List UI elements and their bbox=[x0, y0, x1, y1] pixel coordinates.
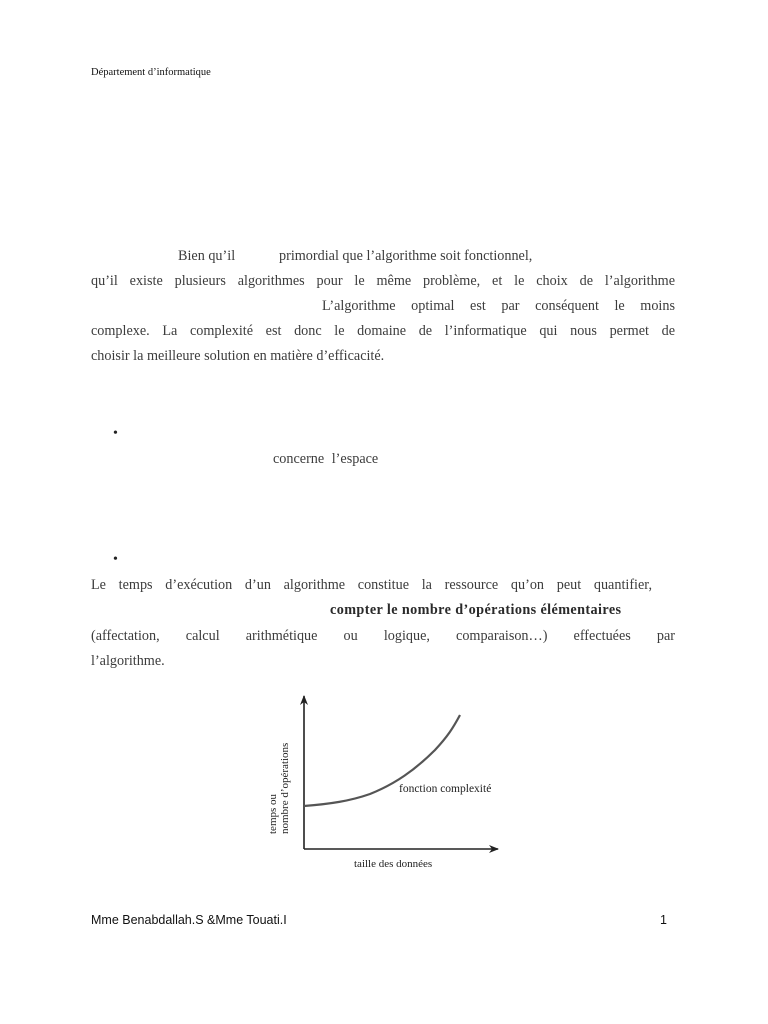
paragraph1-line1-end: primordial que l’algorithme soit fonctionnel, bbox=[279, 248, 533, 264]
footer-authors: Mme Benabdallah.S &Mme Touati.I bbox=[91, 913, 287, 927]
time-section-line4: l’algorithme. bbox=[91, 653, 165, 669]
paragraph1-line4: complexe. La complexité est donc le domaine de l’informatique qui nous permet de bbox=[91, 323, 675, 339]
y-axis-label-line1: temps ou bbox=[267, 793, 279, 834]
paragraph1-line1-start: Bien qu’il bbox=[178, 248, 236, 264]
x-axis-label: taille des données bbox=[354, 858, 433, 870]
time-section-line1: Le temps d’exécution d’un algorithme constitue la ressource qu’on peut quantifier, bbox=[91, 577, 652, 593]
time-section-line3: (affectation, calcul arithmétique ou logique, comparaison…) effectuées par bbox=[91, 628, 675, 644]
curve-label: fonction complexité bbox=[399, 783, 492, 795]
bullet-space: • bbox=[113, 426, 118, 441]
page-number: 1 bbox=[660, 913, 667, 927]
y-axis-label-line2: nombre d’opérations bbox=[279, 742, 291, 834]
bullet-time: • bbox=[113, 552, 118, 567]
department-header: Département d’informatique bbox=[91, 67, 211, 78]
paragraph1-line5: choisir la meilleure solution en matière d’efficacité. bbox=[91, 348, 385, 364]
space-section-text: concerne l’espace bbox=[273, 451, 379, 467]
complexity-figure bbox=[250, 688, 510, 878]
time-section-bold-phrase: compter le nombre d’opérations élémentaires bbox=[330, 602, 622, 618]
paragraph1-line2: qu’il existe plusieurs algorithmes pour le même problème, et le choix de l’algorithme bbox=[91, 273, 675, 289]
paragraph1-line3: L’algorithme optimal est par conséquent le moins bbox=[322, 298, 675, 314]
